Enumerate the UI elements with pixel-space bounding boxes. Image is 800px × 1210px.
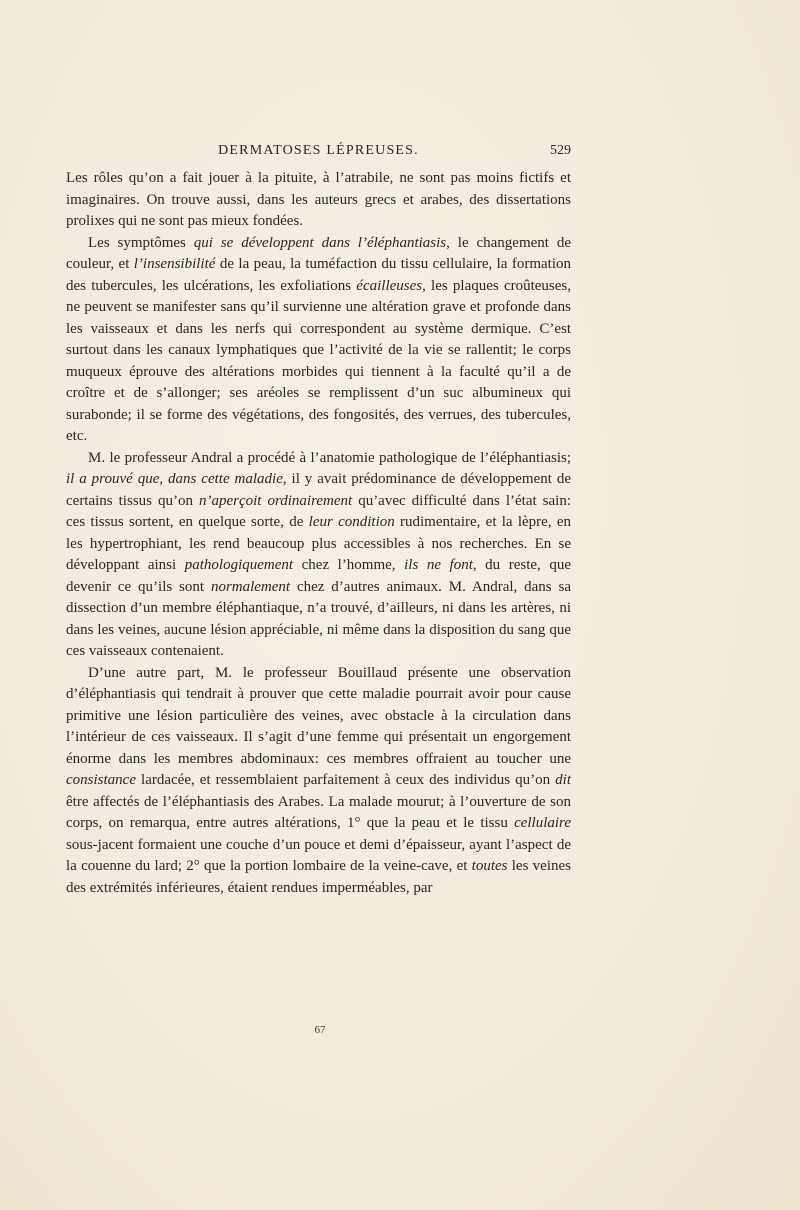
italic-text: ils ne font bbox=[404, 557, 473, 573]
text-run: Les rôles qu’on a fait jouer à la pituite, à l’atrabile, ne sont pas moins fictifs et imaginaires. On trouve aussi, dans les auteurs grecs et arabes, des dissertations prolixes qui ne sont pas mieux fondées. bbox=[66, 170, 571, 229]
italic-text: l’insensibilité bbox=[133, 256, 216, 272]
italic-text: consistance bbox=[66, 772, 136, 788]
text-run: , les plaques croûteuses, ne peuvent se manifester sans qu’il survienne une altération grave et profonde dans les vaisseaux et dans les nerfs qui correspondent au système dermique. C’est surtout dans les canaux lymphatiques que l’activité de la vie se rallentit; le corps muqueux éprouve des altérations morbides qui tiennent à la faculté qu’il a de croître et de s’allonger; ses aréoles se remplissent d’un suc albumineux qui surabonde; il se forme des végétations, des fongosités, des verrues, des tubercules, etc. bbox=[66, 277, 572, 444]
text-run: les veines des extrémités inférieures, étaient rendues imperméables, par bbox=[66, 858, 571, 896]
paragraph bbox=[66, 663, 571, 900]
text-run: M. le professeur Andral a procédé à l’anatomie pathologique de l’éléphantiasis; bbox=[88, 449, 571, 466]
running-head bbox=[66, 143, 571, 163]
text-run: rudimentaire, et la lèpre, en les hypertrophiant, les rend beaucoup plus accessibles à nos recherches. En se développant ainsi bbox=[66, 514, 572, 573]
italic-text: cellulaire bbox=[514, 815, 571, 831]
italic-text: normalement bbox=[210, 578, 291, 595]
text-run: chez l’homme, bbox=[293, 557, 405, 573]
signature-mark: 67 bbox=[314, 1024, 326, 1036]
italic-text: pathologiquement bbox=[184, 557, 294, 573]
italic-text: écailleuses bbox=[356, 277, 423, 294]
text-run: être affectés de l’éléphantiasis des Arabes. La malade mourut; à l’ouverture de son corps, on remarqua, entre autres altérations, 1° que la peau et le tissu bbox=[66, 793, 571, 831]
text-run: qu’avec difficulté dans l’état sain: ces tissus sortent, en quelque sorte, de bbox=[66, 492, 571, 530]
text-run: , le changement de couleur, et bbox=[66, 234, 572, 272]
text-run: de la peau, la tuméfaction du tissu cellulaire, la formation des tubercules, les ulcérations, les exfoliations bbox=[66, 256, 572, 294]
italic-text: qui se développent dans l’éléphantiasis bbox=[193, 234, 447, 251]
text-run: , du reste, que devenir ce qu’ils sont bbox=[66, 557, 571, 595]
text-run: sous-jacent formaient une couche d’un pouce et demi d’épaisseur, ayant l’aspect de la couenne du lard; 2° que la portion lombaire de la veine-cave, et bbox=[66, 836, 571, 874]
paragraph bbox=[66, 233, 571, 448]
italic-text: n’aperçoit ordinairement bbox=[198, 492, 353, 509]
text-run: D’une autre part, M. le professeur Bouillaud présente une observation d’éléphantiasis qui tendrait à prouver que cette maladie pourrait avoir pour cause primitive une lésion particulière des veines, avec obstacle à la circulation dans l’intérieur de ces vaisseaux. Il s’agit d’une femme qui présentait un engorgement énorme dans les membres abdominaux: ces membres offraient au toucher une bbox=[66, 664, 571, 767]
paragraph bbox=[66, 168, 571, 233]
text-run: , il y avait prédominance de développement de certains tissus qu’on bbox=[66, 471, 571, 509]
paragraph bbox=[66, 448, 571, 663]
italic-text: dit bbox=[555, 772, 571, 788]
text-run: lardacée, et ressemblaient parfaitement à ceux des individus qu’on bbox=[135, 772, 556, 788]
italic-text: il a prouvé que, dans cette maladie bbox=[66, 471, 283, 487]
page-number: 529 bbox=[550, 143, 571, 158]
running-head-title: DERMATOSES LÉPREUSES. bbox=[218, 143, 419, 158]
body-text bbox=[66, 168, 571, 899]
text-run: Les symptômes bbox=[88, 234, 194, 251]
text-run: chez d’autres animaux. M. Andral, dans sa dissection d’un membre éléphantiaque, n’a trouvé, d’ailleurs, ni dans les artères, ni dans les veines, aucune lésion appréciable, ni même dans la disposition du sang que ces vaisseaux contenaient. bbox=[66, 578, 571, 659]
italic-text: leur condition bbox=[308, 514, 395, 530]
italic-text: toutes bbox=[471, 858, 508, 874]
